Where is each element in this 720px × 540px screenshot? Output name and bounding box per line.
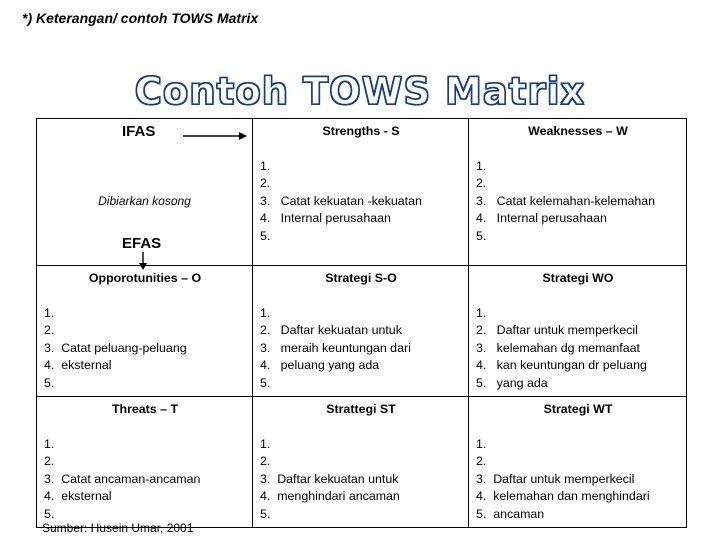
weaknesses-list bbox=[476, 158, 680, 246]
note-heading: *) Keterangan/ contoh TOWS Matrix bbox=[22, 10, 259, 26]
table-row bbox=[37, 266, 687, 397]
strategi-st-cell bbox=[253, 397, 469, 528]
list-item: 5. yang ada bbox=[476, 375, 548, 390]
list-item: 4. eksternal bbox=[44, 489, 112, 503]
list-item: 1. bbox=[476, 305, 487, 320]
list-item: 1. bbox=[476, 158, 487, 173]
opportunities-title: Opporotunities – O bbox=[88, 271, 202, 285]
page-title bbox=[0, 70, 720, 113]
list-item: 3. Catat peluang-peluang bbox=[44, 340, 187, 355]
strategi-wt-cell bbox=[469, 397, 687, 528]
table-row bbox=[37, 397, 687, 528]
threats-list bbox=[44, 436, 246, 524]
strengths-cell bbox=[253, 119, 469, 266]
list-item: 3. kelemahan dg memanfaat bbox=[476, 340, 640, 355]
source-caption: Sumber: Husein Umar, 2001 bbox=[42, 521, 194, 535]
list-item: 1. bbox=[260, 305, 271, 320]
strengths-list bbox=[260, 158, 462, 246]
list-item: 3. Catat kelemahan-kelemahan bbox=[476, 193, 656, 208]
list-item: 2. bbox=[44, 454, 55, 468]
corner-hint: Dibiarkan kosong bbox=[98, 194, 191, 208]
right-arrow-icon bbox=[183, 131, 247, 141]
list-item: 5. bbox=[260, 506, 271, 521]
list-item: 3. Catat ancaman-ancaman bbox=[44, 471, 201, 486]
strategi-wo-title: Strategi WO bbox=[542, 271, 614, 285]
list-item: 2. bbox=[476, 454, 487, 468]
ifas-label: IFAS bbox=[122, 123, 156, 140]
strategi-so-title: Strategi S-O bbox=[325, 271, 397, 285]
list-item: 1. bbox=[260, 436, 271, 451]
list-item: 2. bbox=[260, 454, 271, 468]
strategi-wt-title: Strategi WT bbox=[543, 402, 613, 416]
strategi-so-list bbox=[260, 305, 462, 393]
list-item: 3. Daftar kekuatan untuk bbox=[260, 471, 399, 486]
list-item: 4. kan keuntungan dr peluang bbox=[476, 358, 647, 372]
down-arrow-icon bbox=[138, 252, 148, 270]
opportunities-cell bbox=[37, 266, 253, 397]
strategi-wo-cell bbox=[469, 266, 687, 397]
list-item: 5. bbox=[260, 228, 271, 243]
tows-matrix-table bbox=[36, 118, 687, 528]
list-item: 2. bbox=[44, 323, 55, 337]
list-item: 3. Daftar untuk memperkecil bbox=[476, 471, 635, 486]
list-item: 5. bbox=[44, 375, 55, 390]
weaknesses-cell bbox=[469, 119, 687, 266]
strategi-wt-list bbox=[476, 436, 680, 524]
opportunities-list bbox=[44, 305, 246, 393]
list-item: 2. bbox=[260, 176, 271, 190]
list-item: 4. kelemahan dan menghindari bbox=[476, 489, 650, 503]
strategi-wo-list bbox=[476, 305, 680, 393]
list-item: 2. Daftar kekuatan untuk bbox=[260, 323, 402, 337]
list-item: 3. Catat kekuatan -kekuatan bbox=[260, 193, 422, 208]
list-item: 5. ancaman bbox=[476, 506, 545, 521]
list-item: 5. bbox=[260, 375, 271, 390]
list-item: 4. Internal perusahaan bbox=[260, 211, 391, 225]
threats-title: Threats – T bbox=[111, 402, 179, 416]
list-item: 1. bbox=[44, 436, 55, 451]
list-item: 4. menghindari ancaman bbox=[260, 489, 400, 503]
strategi-st-title: Strattegi ST bbox=[326, 402, 396, 416]
strategi-so-cell bbox=[253, 266, 469, 397]
list-item: 4. peluang yang ada bbox=[260, 358, 380, 372]
page-title-text: Contoh TOWS Matrix bbox=[134, 70, 586, 113]
list-item: 1. bbox=[44, 305, 55, 320]
list-item: 2. Daftar untuk memperkecil bbox=[476, 323, 638, 337]
threats-cell bbox=[37, 397, 253, 528]
list-item: 3. meraih keuntungan dari bbox=[260, 340, 411, 355]
weaknesses-title: Weaknesses – W bbox=[528, 124, 628, 138]
list-item: 5. bbox=[476, 228, 487, 243]
efas-label: EFAS bbox=[122, 235, 162, 252]
strategi-st-list bbox=[260, 436, 462, 524]
corner-cell bbox=[37, 119, 253, 266]
list-item: 5. bbox=[44, 506, 55, 521]
list-item: 1. bbox=[260, 158, 271, 173]
table-row bbox=[37, 119, 687, 266]
strengths-title: Strengths - S bbox=[322, 124, 400, 138]
list-item: 4. Internal perusahaan bbox=[476, 211, 607, 225]
list-item: 4. eksternal bbox=[44, 358, 112, 372]
list-item: 2. bbox=[476, 176, 487, 190]
list-item: 1. bbox=[476, 436, 487, 451]
